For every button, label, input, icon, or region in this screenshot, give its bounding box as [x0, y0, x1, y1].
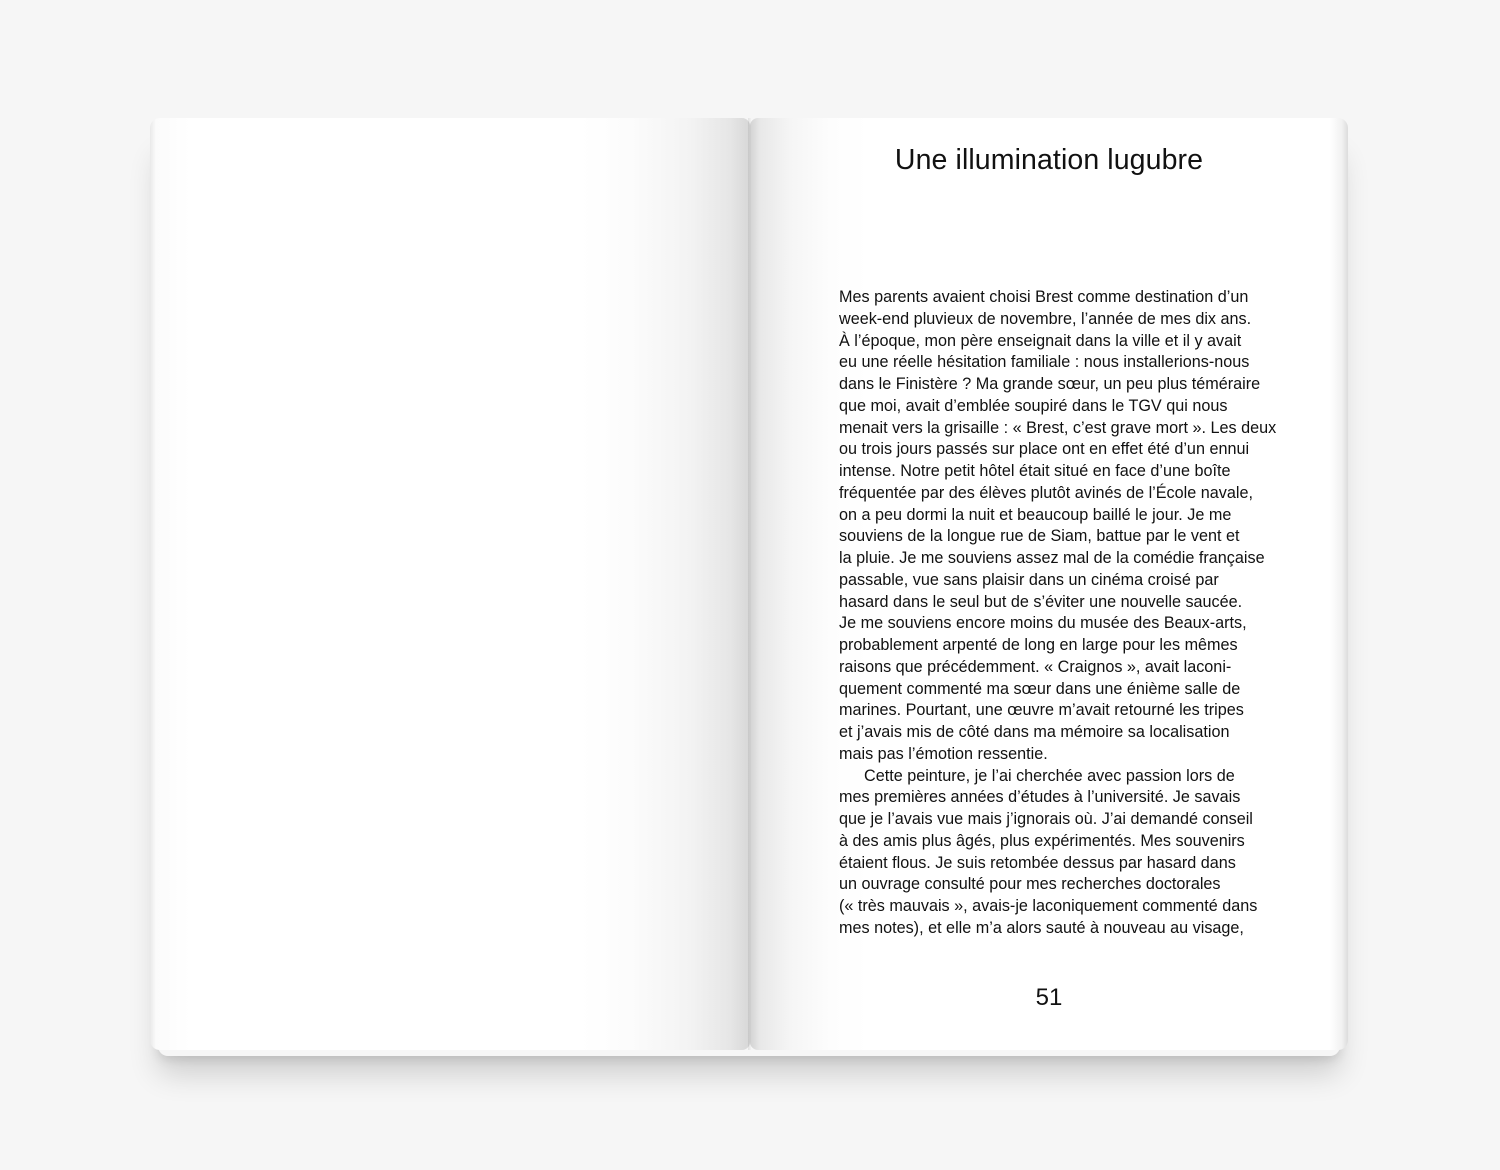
- text-line: mes notes), et elle m’a alors sauté à nouveau au visage,: [839, 918, 1244, 937]
- text-line: mais pas l’émotion ressentie.: [839, 744, 1048, 763]
- text-line: intense. Notre petit hôtel était situé en face d’une boîte: [839, 462, 1231, 480]
- text-line: à des amis plus âgés, plus expérimentés. Mes souvenirs: [839, 831, 1245, 850]
- left-page-blank: [150, 118, 750, 1050]
- text-line: mes premières années d’études à l’université. Je savais: [839, 788, 1241, 807]
- text-line: passable, vue sans plaisir dans un cinéma croisé par: [839, 570, 1219, 589]
- text-line: étaient flous. Je suis retombée dessus par hasard dans: [839, 853, 1236, 872]
- open-book: [150, 118, 1348, 1050]
- text-line: probablement arpenté de long en large pour les mêmes: [839, 636, 1238, 654]
- text-line: dans le Finistère ? Ma grande sœur, un peu plus téméraire: [839, 375, 1261, 393]
- text-line: souviens de la longue rue de Siam, battue par le vent et: [839, 527, 1240, 546]
- text-line: Je me souviens encore moins du musée des Beaux-arts,: [839, 614, 1247, 633]
- text-line: que moi, avait d’emblée soupiré dans le TGV qui nous: [839, 396, 1228, 415]
- text-line: eu une réelle hésitation familiale : nous installerions-nous: [839, 353, 1250, 372]
- text-line: raisons que précédemment. « Craignos », avait laconi-: [839, 657, 1232, 676]
- text-line: À l’époque, mon père enseignait dans la ville et il y avait: [839, 331, 1242, 350]
- text-line: week-end pluvieux de novembre, l’année de mes dix ans.: [839, 309, 1252, 328]
- body-text: [839, 287, 1309, 940]
- text-line: on a peu dormi la nuit et beaucoup baillé le jour. Je me: [839, 505, 1232, 524]
- text-line: ou trois jours passés sur place ont en effet été d’un ennui: [839, 440, 1250, 459]
- text-line: un ouvrage consulté pour mes recherches doctorales: [839, 875, 1221, 894]
- book-spine: [748, 118, 751, 1050]
- text-line: menait vers la grisaille : « Brest, c’est grave mort ». Les deux: [839, 418, 1277, 437]
- page-number: 51: [1035, 984, 1063, 1011]
- text-line: fréquentée par des élèves plutôt avinés de l’École navale,: [839, 483, 1253, 502]
- text-line: quement commenté ma sœur dans une énième salle de: [839, 679, 1241, 698]
- text-line: la pluie. Je me souviens assez mal de la comédie française: [839, 549, 1265, 567]
- paragraph-start-line: Cette peinture, je l’ai cherchée avec passion lors de: [864, 766, 1235, 785]
- right-page: [750, 118, 1348, 1050]
- text-line: marines. Pourtant, une œuvre m’avait retourné les tripes: [839, 701, 1244, 720]
- text-line: et j’avais mis de côté dans ma mémoire sa localisation: [839, 723, 1230, 741]
- text-line: que je l’avais vue mais j’ignorais où. J’ai demandé conseil: [839, 810, 1253, 828]
- text-line: Mes parents avaient choisi Brest comme destination d’un: [839, 288, 1249, 306]
- text-line: hasard dans le seul but de s’éviter une nouvelle saucée.: [839, 592, 1243, 611]
- chapter-title: Une illumination lugubre: [894, 144, 1204, 176]
- text-line: (« très mauvais », avais-je laconiquement commenté dans: [839, 897, 1258, 915]
